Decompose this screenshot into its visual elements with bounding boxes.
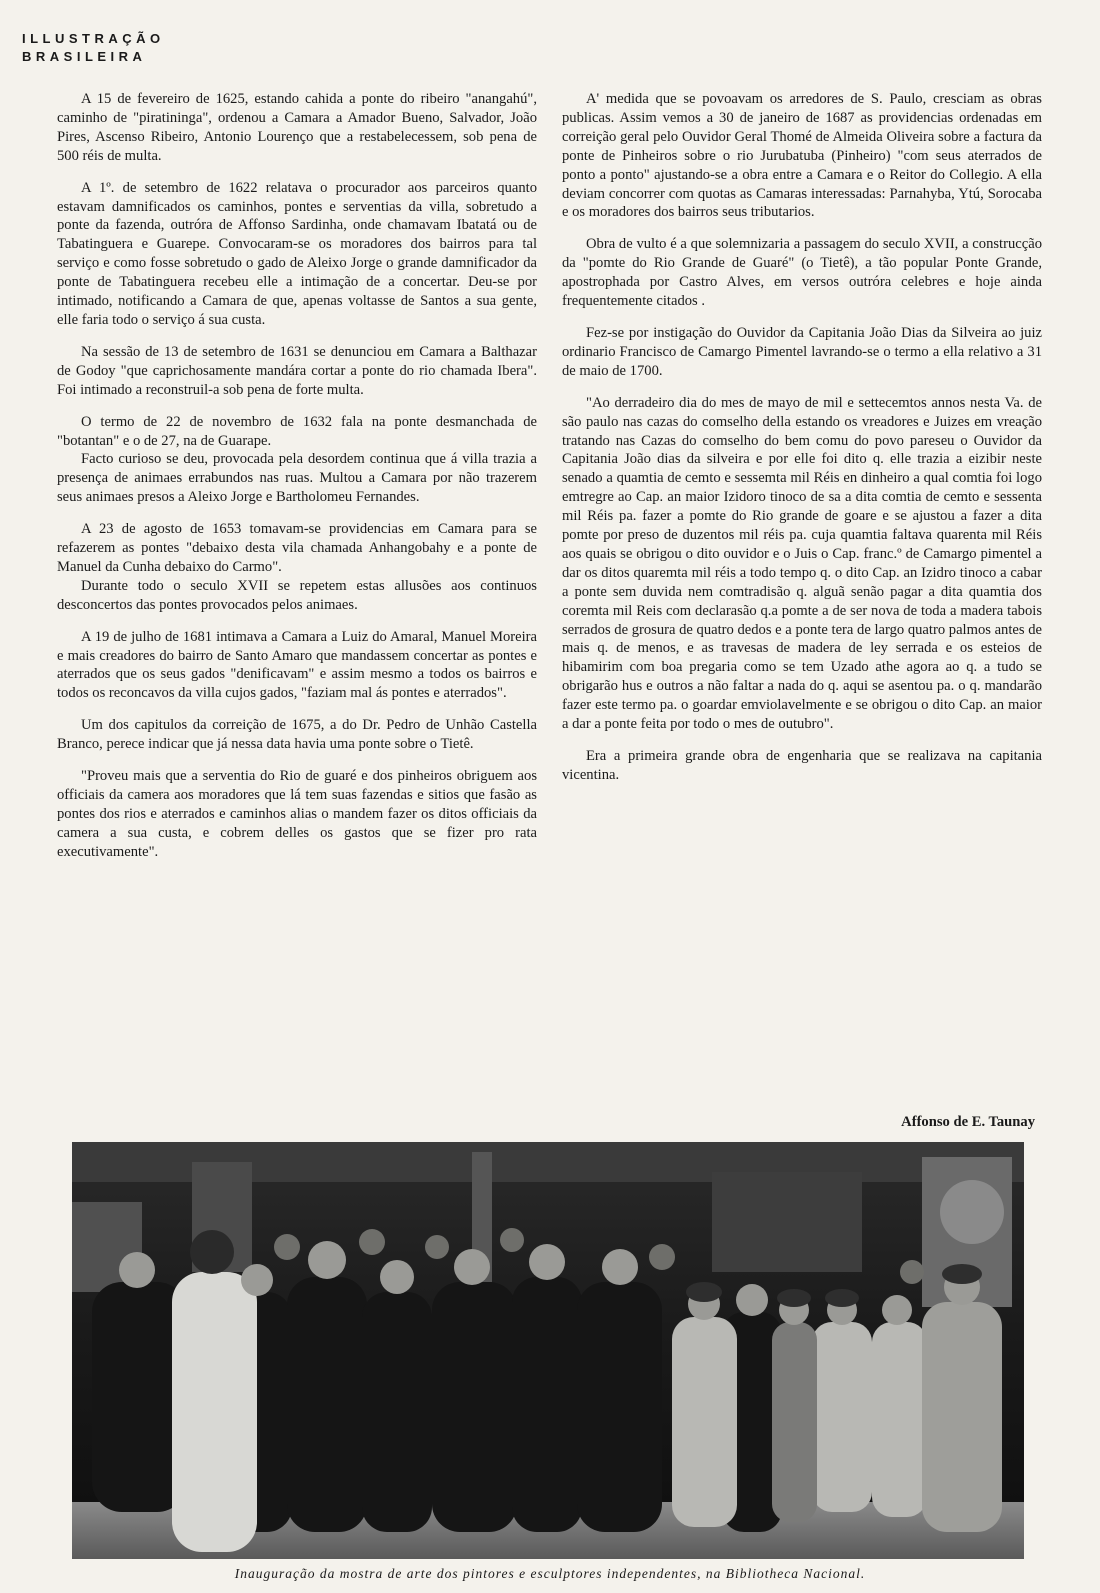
photo-caption: Inauguração da mostra de arte dos pintores e esculptores independentes, na Bibliotheca Nacional. <box>234 1566 866 1581</box>
paragraph: Era a primeira grande obra de engenharia que se realizava na capitania vicentina. <box>562 748 1042 783</box>
masthead <box>22 30 165 66</box>
right-column <box>562 90 1042 798</box>
paragraph: Facto curioso se deu, provocada pela desordem continua que á villa trazia a presença de animaes errabundos nas ruas. Multou a Camara por não trazerem seus animaes presos a Aleixo Jorge e Bartholomeu Fernandes. <box>57 451 537 506</box>
paragraph: A 15 de fevereiro de 1625, estando cahida a ponte do ribeiro "anangahú", caminho de "piratininga", ordenou a Camara a Amador Bueno, Salvador, João Pires, Ascenso Ribeiro, Antonio Lourenço que a restabelecessem, sob pena de 500 réis de multa. <box>57 91 537 164</box>
paragraph: Na sessão de 13 de setembro de 1631 se denunciou em Camara a Balthazar de Godoy "que caprichosamente mandára cortar a ponte do rio chamada Ibera". Foi intimado a reconstruil-a sob pena de forte multa. <box>57 343 537 398</box>
photo-illustration <box>72 1142 1024 1559</box>
quoted-document: "Ao derradeiro dia do mes de mayo de mil e settecemtos annos nesta Va. de são paulo nas cazas do comselho della estando os vreadores e Juizes em vreação tratando nas Cazas do comselho do bem comu do povo pareseu o Ouvidor da Capitania João dias da silveira e por elle foi dito q. elle trazia a eizibir neste senado a quamtia de cemto e sessemta mil Réis en dinheiro a qual comtia foi logo emtregre ao Cap. an maior Izidoro tinoco de sa a dita comtia de cemto e sessenta mil Réis pa. fazer a pomte do Rio grande de goare e se ajustou a fazer a dita pomte por preso de duzentos mil réis pa. cuja quamtia faltava quarenta mil Réis aos quais se obrigou o dito ouvidor e o Juis o Cap. franc.º de Camargo pimentel a dar os ditos quaremta mil réis a todo tempo q. o dito Cap. an Izidro tinoco a cabar a ponte sem duvida nem comtradisão q. alguã senão pagar a dita quamtia dos coremta mil Reis com declarasão q.a pomte a de ser nova de toda a madera tabois serrados de grosura de quatro dedos e a ponte tera de largo quatro palmos antes de mais q. de menos, e as travesas de madera de ley serrada e os esteios de hibamirim com boa pregaria como se tem Uzado athe agora ao q. a tudo se obrigarão hus e outros a não faltar a nada do q. aqui se asentou pa. o q. mandarão fazer este termo pa. o goardar emviolavelmente e se obrigou o dito Cap. an maior a dar a ponte feita por todo o mes de outubro". <box>562 394 1042 733</box>
paragraph: A 19 de julho de 1681 intimava a Camara a Luiz do Amaral, Manuel Moreira e mais creadores do bairro de Santo Amaro que mandassem concertar as pontes e aterrados que os seus gados "denificavam" e assim mesmo a todos os bairros e todos os reconcavos da villa cujos gados, "faziam mal ás pontes e aterrados". <box>57 628 537 702</box>
paragraph: A 23 de agosto de 1653 tomavam-se providencias em Camara para se refazerem as pontes "debaixo desta vila chamada Anhangobahy e a ponte de Manuel da Cunha debaixo do Carmo". <box>57 521 537 575</box>
masthead-line-2: BRASILEIRA <box>22 49 147 64</box>
masthead-line-1: ILLUSTRAÇÃO <box>22 31 165 46</box>
paragraph: A 1º. de setembro de 1622 relatava o procurador aos parceiros quanto estavam damnificados os caminhos, pontes e serventias da villa, sobretudo a ponte da fazenda, outróra de Affonso Sardinha, onde chamavam Ibatatá ou de Tabatinguera e Guarepe. Convocaram-se os moradores dos bairros para tal serviço e como fosse sobretudo o gado de Aleixo Jorge o grande damnificador da ponte de Tabatinguera recebeu elle a intimação de a concertar. Deu-se por intimado, notificando a Camara de que, apenas voltasse de Santos a sua gente, elle faria todo o serviço á sua custa. <box>57 179 537 328</box>
paragraph: "Proveu mais que a serventia do Rio de guaré e dos pinheiros obriguem aos officiais da camera aos moradores que lá tem suas fazendas e sitios que fasão as pontes dos rios e aterrados e caminhos alias o mandem fazer os ditos officiais da camera a sua custa, e cobrem delles os gastos que se fizer pro rata executivamente". <box>57 768 537 860</box>
paragraph: O termo de 22 de novembro de 1632 fala na ponte desmanchada de "botantan" e o de 27, na de Guarape. <box>57 413 537 449</box>
paragraph: Durante todo o seculo XVII se repetem estas allusões aos continuos desconcertos das pontes provocados pelos animaes. <box>57 577 537 613</box>
left-column <box>57 90 537 875</box>
paragraph: Um dos capitulos da correição de 1675, a do Dr. Pedro de Unhão Castella Branco, perece indicar que já nessa data havia uma ponte sobre o Tietê. <box>57 717 537 753</box>
paragraph: A' medida que se povoavam os arredores de S. Paulo, cresciam as obras publicas. Assim vemos a 30 de janeiro de 1687 as providencias ordenadas em correição geral pelo Ouvidor Geral Thomé de Almeida Oliveira sobre a factura da ponte de Pinheiros sobre o rio Jurubatuba (Pinheiro) "com seus aterrados de ponto a ponto" ajustando-se a obra entre a Camara e o Reitor do Collegio. A ella deviam concorrer com quotas as Camaras interessadas: Parnahyba, Ytú, Sorocaba e os moradores dos bairros seus tributarios. <box>562 91 1042 221</box>
paragraph: Fez-se por instigação do Ouvidor da Capitania João Dias da Silveira ao juiz ordinario Francisco de Camargo Pimentel lavrando-se o termo a ella relativo a 31 de maio de 1700. <box>562 324 1042 379</box>
group-photograph <box>72 1142 1024 1559</box>
paragraph: Obra de vulto é a que solemnizaria a passagem do seculo XVII, a construcção da "pomte do Rio Grande de Guaré" (o Tietê), a tão popular Ponte Grande, apostrophada por Castro Alves, em versos outróra celebres e hoje ainda frequentemente citados . <box>562 236 1042 310</box>
author-signature: Affonso de E. Taunay <box>901 1114 1035 1130</box>
